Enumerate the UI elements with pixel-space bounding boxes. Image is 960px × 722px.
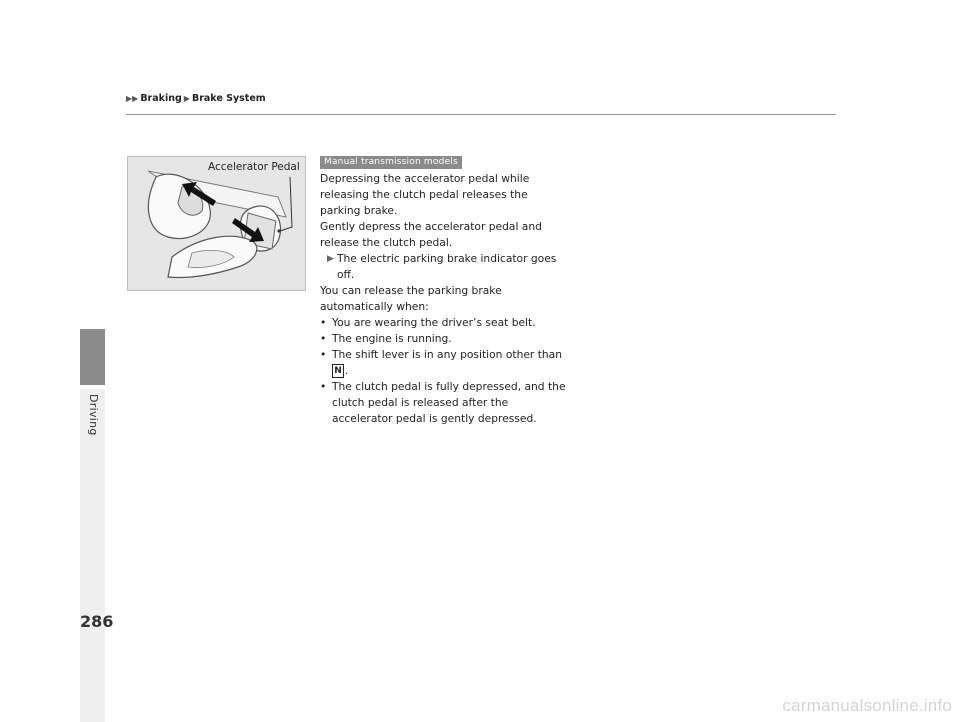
page-number: 286: [80, 612, 114, 631]
pedal-illustration: [127, 156, 306, 291]
sub-note-indicator: [320, 251, 570, 283]
list-item: [320, 347, 570, 379]
paragraph-gently-depress: Gently depress the accelerator pedal and release the clutch pedal.: [320, 220, 542, 249]
paragraph-automatic-release: You can release the parking brake automatically when:: [320, 284, 502, 313]
list-item: [320, 331, 570, 347]
sub-note-text: The electric parking brake indicator goes off.: [337, 252, 557, 281]
accelerator-pedal-callout: Accelerator Pedal: [208, 161, 300, 173]
bullet-icon: •: [320, 332, 327, 345]
gear-n-icon: N: [332, 364, 344, 378]
list-item: [320, 379, 570, 427]
breadcrumb-topic[interactable]: Brake System: [191, 93, 266, 104]
bullet-icon: •: [320, 316, 327, 329]
pedal-drawing: [128, 157, 306, 291]
manual-transmission-badge: Manual transmission models: [320, 156, 462, 169]
side-tab-marker: [80, 329, 105, 385]
breadcrumb-arrow-icon: ▶: [183, 94, 190, 103]
header-divider: [126, 114, 836, 115]
breadcrumb: [126, 93, 266, 104]
bullet-icon: •: [320, 380, 327, 393]
breadcrumb-arrow-icon: ▶▶: [126, 94, 139, 103]
bullet-tail: .: [345, 364, 349, 377]
paragraph-depress-accelerator: Depressing the accelerator pedal while releasing the clutch pedal releases the parking brake.: [320, 172, 530, 217]
bullet-text: The engine is running.: [332, 332, 452, 345]
parking-brake-release-text: [320, 171, 570, 427]
sub-arrow-icon: ▶: [327, 254, 334, 264]
bullet-text: You are wearing the driver’s seat belt.: [332, 316, 536, 329]
bullet-text: The shift lever is in any position other than: [332, 348, 562, 361]
bullet-icon: •: [320, 348, 327, 361]
breadcrumb-section[interactable]: Braking: [140, 93, 182, 104]
list-item: [320, 315, 570, 331]
side-tab-strip: [80, 389, 105, 722]
bullet-text: The clutch pedal is fully depressed, and the clutch pedal is released after the accelerator pedal is gently depressed.: [332, 380, 566, 425]
bullet-text-group: [332, 347, 562, 379]
side-tab-label: Driving: [87, 394, 100, 436]
watermark[interactable]: carmanualsonline.info: [782, 696, 952, 715]
